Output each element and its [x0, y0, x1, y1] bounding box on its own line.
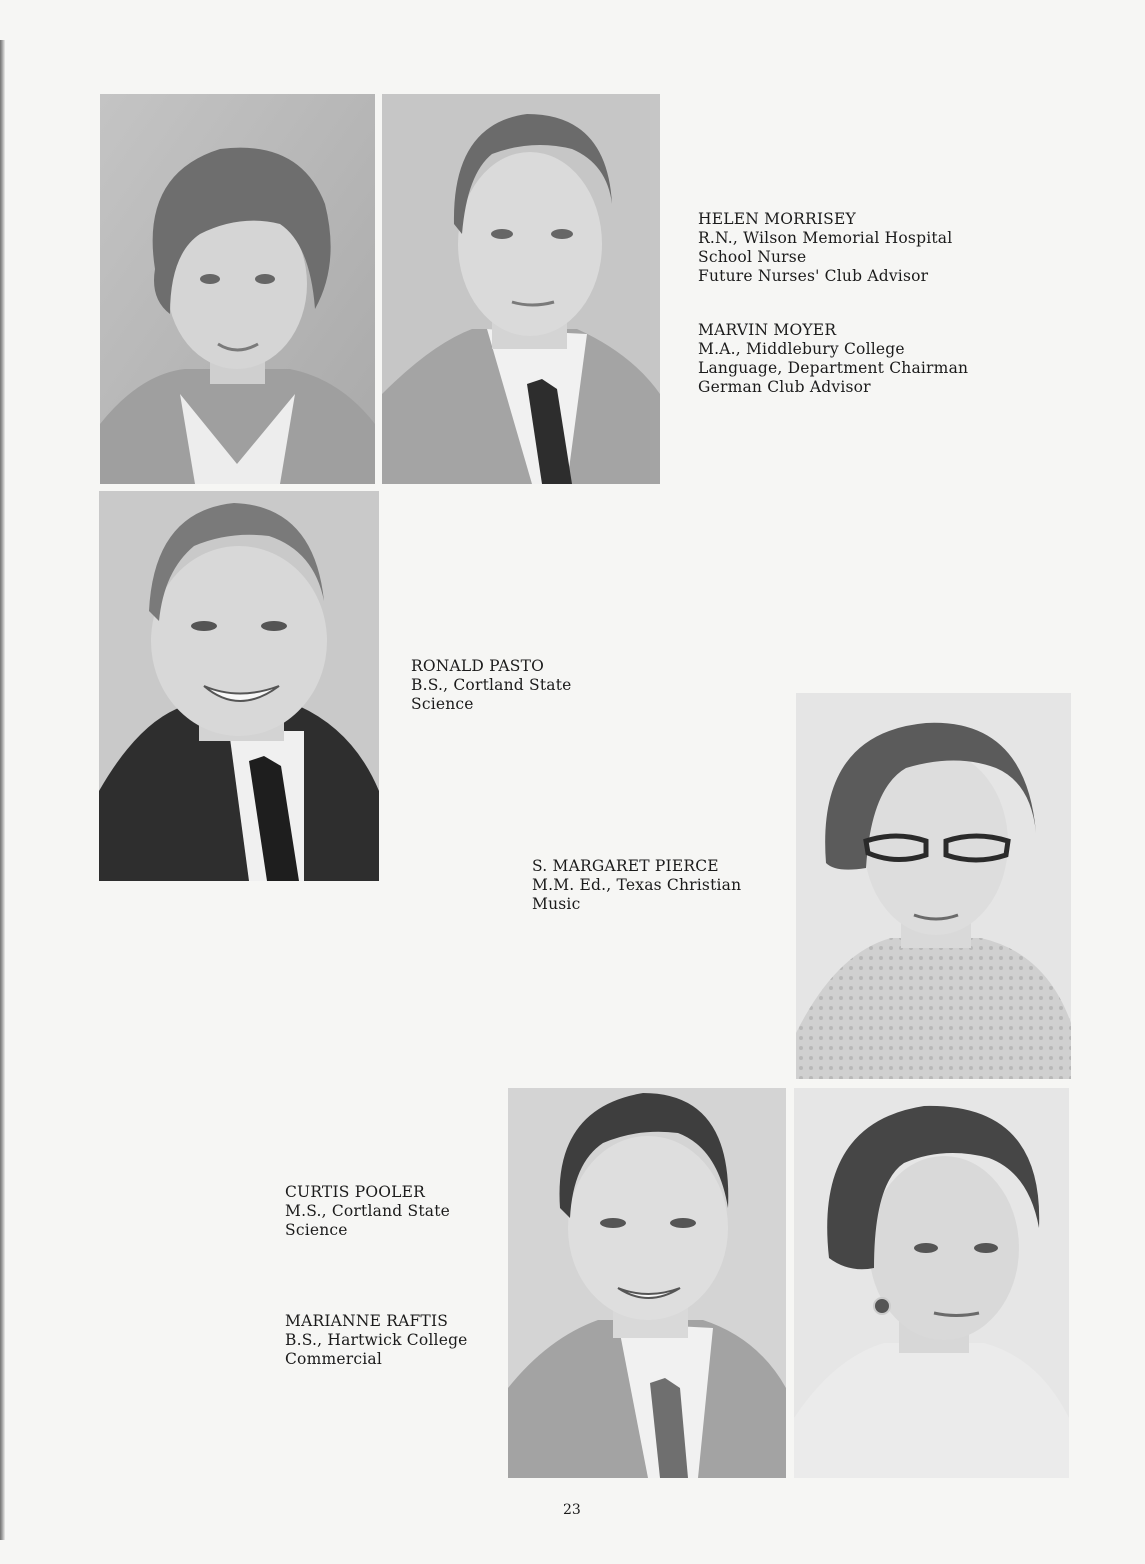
person-detail: German Club Advisor	[698, 378, 871, 396]
person-detail: School Nurse	[698, 248, 807, 266]
person-name: RONALD PASTO	[411, 657, 545, 675]
person-detail: M.M. Ed., Texas Christian	[532, 876, 742, 894]
person-detail: M.A., Middlebury College	[698, 340, 905, 358]
person-detail: M.S., Cortland State	[285, 1202, 450, 1220]
person-detail: B.S., Hartwick College	[285, 1331, 468, 1349]
caption-ronald-pasto	[411, 657, 572, 714]
person-detail: Science	[285, 1221, 348, 1239]
person-detail: Science	[411, 695, 474, 713]
person-name: HELEN MORRISEY	[698, 210, 856, 228]
caption-helen-morrisey	[698, 210, 952, 286]
caption-s-margaret-pierce	[532, 857, 741, 914]
person-name: MARIANNE RAFTIS	[285, 1312, 449, 1330]
person-detail: Commercial	[285, 1350, 383, 1368]
person-detail: B.S., Cortland State	[411, 676, 572, 694]
person-detail: Future Nurses' Club Advisor	[698, 267, 929, 285]
person-name: MARVIN MOYER	[698, 321, 837, 339]
portrait-marvin-moyer	[382, 94, 660, 484]
portrait-marianne-raftis	[794, 1088, 1069, 1478]
person-detail: Music	[532, 895, 581, 913]
caption-marvin-moyer	[698, 321, 968, 397]
person-name: CURTIS POOLER	[285, 1183, 426, 1201]
portrait-curtis-pooler	[508, 1088, 786, 1478]
person-detail: R.N., Wilson Memorial Hospital	[698, 229, 953, 247]
caption-marianne-raftis	[285, 1312, 468, 1369]
page-number: 23	[563, 1502, 581, 1518]
person-detail: Language, Department Chairman	[698, 359, 969, 377]
portrait-ronald-pasto	[99, 491, 379, 881]
portrait-helen-morrisey	[100, 94, 375, 484]
binding-edge	[0, 40, 5, 1540]
portrait-s-margaret-pierce	[796, 693, 1071, 1079]
person-name: S. MARGARET PIERCE	[532, 857, 719, 875]
caption-curtis-pooler	[285, 1183, 450, 1240]
